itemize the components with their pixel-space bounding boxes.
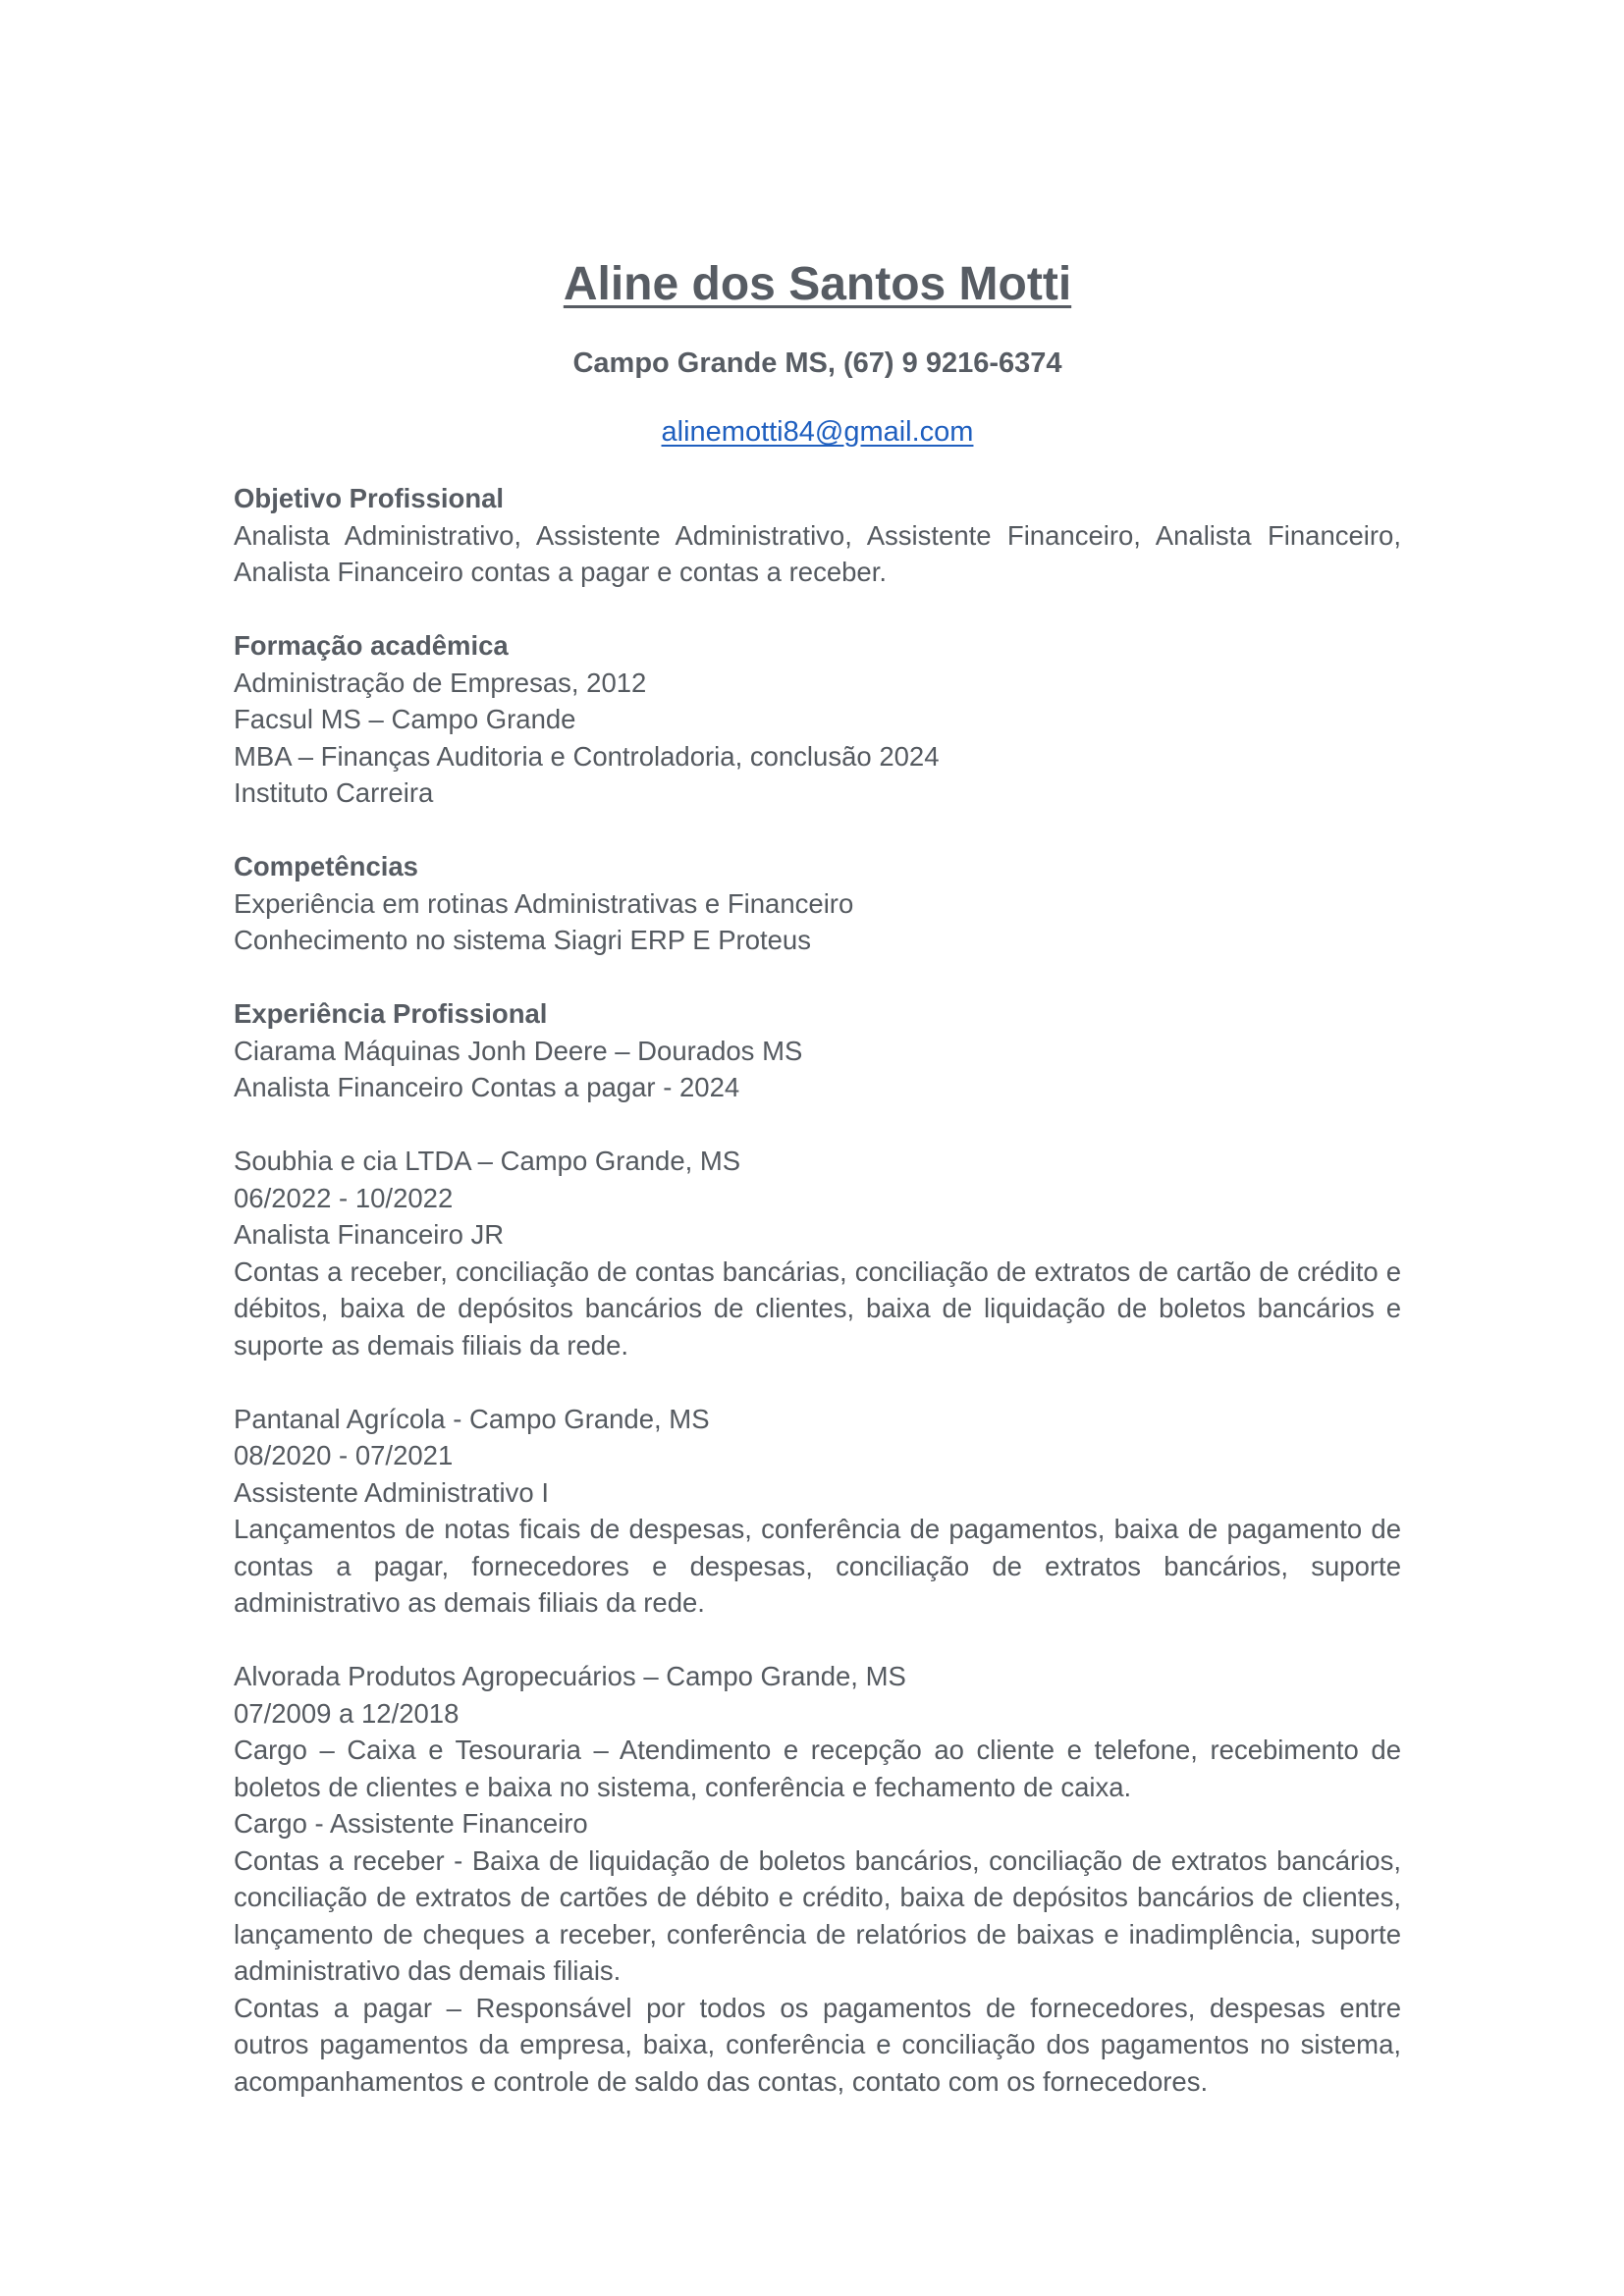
education-line: Instituto Carreira xyxy=(234,777,434,808)
job-entry xyxy=(234,1033,1401,1106)
section-spacer xyxy=(234,959,1401,996)
skill-line: Experiência em rotinas Administrativas e Financeiro xyxy=(234,887,854,919)
candidate-name: Aline dos Santos Motti xyxy=(563,258,1072,310)
education-line: MBA – Finanças Auditoria e Controladoria, conclusão 2024 xyxy=(234,740,940,772)
job-role: Assistente Administrativo I xyxy=(234,1476,549,1508)
job-role: Analista Financeiro JR xyxy=(234,1219,505,1250)
experience-heading: Experiência Profissional xyxy=(234,998,548,1029)
job-period: 06/2022 - 10/2022 xyxy=(234,1182,454,1213)
job-payables: Contas a pagar – Responsável por todos os pagamentos de fornecedores, despesas entre outros pagamentos da empresa, baixa, conferência e conciliação dos pagamentos no sistema, acompanhamentos e controle de saldo das contas, contato com os fornecedores. xyxy=(234,1992,1401,2097)
job-description: Contas a receber, conciliação de contas bancárias, conciliação de extratos de cartão de crédito e débitos, baixa de depósitos bancários de clientes, baixa de liquidação de boletos bancários e suporte as demais filiais da rede. xyxy=(234,1255,1401,1361)
job-company: Alvorada Produtos Agropecuários – Campo Grande, MS xyxy=(234,1661,906,1691)
job-spacer xyxy=(234,1363,1401,1401)
job-cargo-caixa: Cargo – Caixa e Tesouraria – Atendimento e recepção ao cliente e telefone, recebimento de boletos de clientes e baixa no sistema, conferência e fechamento de caixa. xyxy=(234,1735,1401,1802)
education-line: Administração de Empresas, 2012 xyxy=(234,667,647,698)
job-entry xyxy=(234,1401,1401,1622)
job-cargo-title: Cargo - Assistente Financeiro xyxy=(234,1808,588,1839)
job-role: Analista Financeiro Contas a pagar - 2024 xyxy=(234,1072,740,1102)
job-entry xyxy=(234,1658,1401,2100)
job-spacer xyxy=(234,1106,1401,1144)
job-receivables: Contas a receber - Baixa de liquidação de boletos bancários, conciliação de extratos bancários, conciliação de extratos de cartões de débito e crédito, baixa de depósitos bancários de clientes, lançamento de cheques a receber, conferência de relatórios de baixas e inadimplência, suporte administrativo das demais filiais. xyxy=(234,1844,1401,1986)
contact-info: Campo Grande MS, (67) 9 9216-6374 xyxy=(572,347,1062,379)
resume-body xyxy=(234,480,1401,2100)
education-heading: Formação acadêmica xyxy=(234,630,509,661)
section-spacer xyxy=(234,591,1401,628)
skill-line: Conhecimento no sistema Siagri ERP E Proteus xyxy=(234,925,811,955)
objective-text: Analista Administrativo, Assistente Administrativo, Assistente Financeiro, Analista Financeiro, Analista Financeiro contas a pagar e contas a receber. xyxy=(234,519,1401,587)
skills-heading: Competências xyxy=(234,851,418,881)
experience-section xyxy=(234,995,1401,2100)
job-description: Lançamentos de notas ficais de despesas, conferência de pagamentos, baixa de pagamento de contas a pagar, fornecedores e despesas, conciliação de extratos bancários, suporte administrativo as demais filiais da rede. xyxy=(234,1514,1401,1618)
skills-section xyxy=(234,848,1401,959)
job-period: 08/2020 - 07/2021 xyxy=(234,1440,454,1470)
job-spacer xyxy=(234,1622,1401,1659)
objective-section xyxy=(234,480,1401,591)
education-section xyxy=(234,627,1401,812)
email-link[interactable]: alinemotti84@gmail.com xyxy=(661,416,974,448)
objective-heading: Objetivo Profissional xyxy=(234,483,505,513)
section-spacer xyxy=(234,812,1401,849)
education-line: Facsul MS – Campo Grande xyxy=(234,704,576,734)
job-entry xyxy=(234,1143,1401,1363)
job-company: Soubhia e cia LTDA – Campo Grande, MS xyxy=(234,1146,741,1176)
job-company: Ciarama Máquinas Jonh Deere – Dourados MS xyxy=(234,1035,803,1066)
email-line xyxy=(234,416,1401,449)
job-company: Pantanal Agrícola - Campo Grande, MS xyxy=(234,1403,710,1434)
job-period: 07/2009 a 12/2018 xyxy=(234,1697,460,1729)
